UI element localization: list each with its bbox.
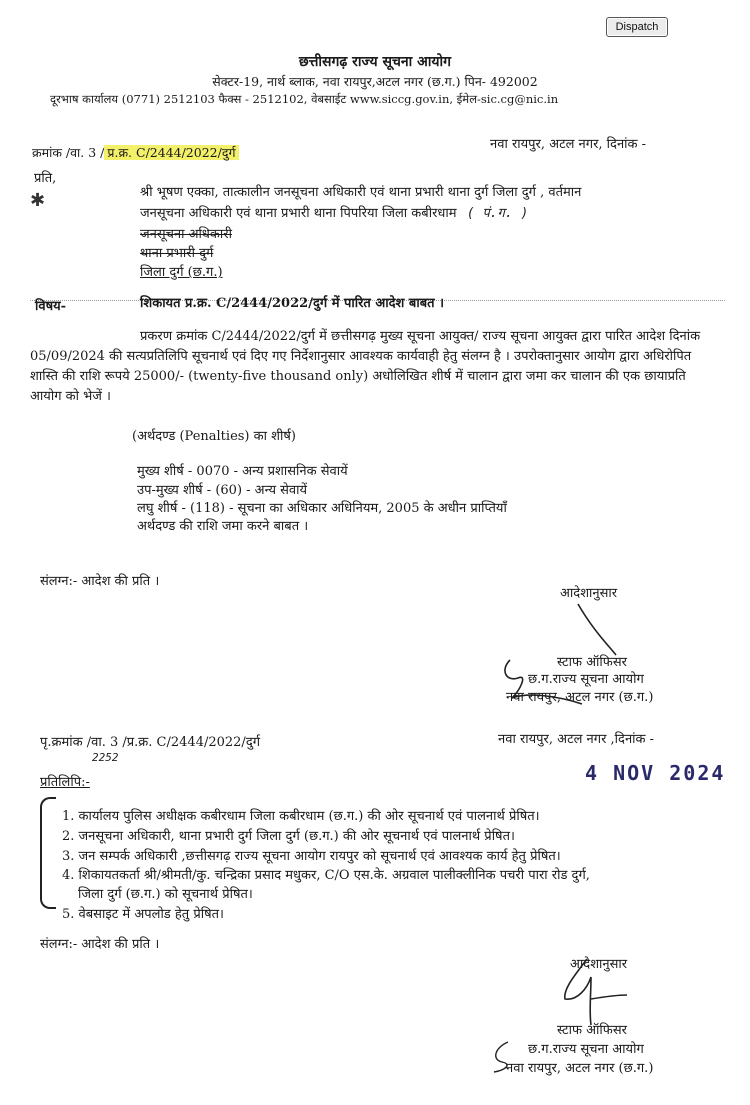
- subject-label: विषय-: [35, 299, 67, 314]
- copy-item-2: 2. जनसूचना अधिकारी, थाना प्रभारी दुर्ग जिला दुर्ग (छ.ग.) की ओर सूचनार्थ एवं पालनार्थ प्रेषित।: [62, 829, 515, 844]
- addressee-handwritten: ( पं.ग. ): [466, 206, 529, 221]
- punch-mark: ✱: [30, 190, 46, 211]
- addressee-line-2: [140, 203, 528, 221]
- signature-2-order: आदेशानुसार: [570, 957, 628, 972]
- date-stamp: 4 NOV 2024: [585, 761, 726, 785]
- reference-number: [32, 144, 239, 161]
- signature-1-place: नवा रायपुर, अटल नगर (छ.ग.): [506, 690, 654, 705]
- copy-reference: पृ.क्रमांक /वा. 3 /प्र.क्र. C/2444/2022/दुर्ग: [40, 735, 261, 750]
- penalty-head: (अर्थदण्ड (Penalties) का शीर्ष): [132, 429, 296, 444]
- copy-item-5: 5. वेबसाइट में अपलोड हेतु प्रेषित।: [62, 907, 224, 922]
- signature-1-order: आदेशानुसार: [560, 586, 618, 601]
- copy-item-3: 3. जन सम्पर्क अधिकारी ,छत्तीसगढ़ राज्य सूचना आयोग रायपुर को सूचनार्थ एवं आवश्यक कार्य हेतु प्रेषित।: [62, 849, 561, 864]
- case-number-highlight: प्र.क्र. C/2444/2022/दुर्ग: [104, 145, 238, 160]
- copy-to-label: प्रतिलिपि:-: [40, 775, 90, 790]
- signature-2-office: छ.ग.राज्य सूचना आयोग: [528, 1042, 644, 1057]
- copy-item-4: 4. शिकायतकर्ता श्री/श्रीमती/कु. चन्द्रिका प्रसाद मधुकर, C/O एस.के. अग्रवाल पालीक्लीनिक पचरी पारा रोड दुर्ग,: [62, 868, 590, 883]
- addressee-line-4: थाना प्रभारी दुर्ग: [140, 246, 214, 261]
- letterhead-contact: दूरभाष कार्यालय (0771) 2512103 फैक्स - 2512102, वेबसाईट www.siccg.gov.in, ईमेल-sic.cg@nic.in: [50, 92, 559, 106]
- enclosure-2: संलग्न:- आदेश की प्रति ।: [40, 937, 160, 952]
- letterhead-address: सेक्टर-19, नार्थ ब्लाक, नवा रायपुर,अटल नगर (छ.ग.) पिन- 492002: [212, 74, 538, 89]
- subject-text: शिकायत प्र.क्र. C/2444/2022/दुर्ग में पारित आदेश बाबत ।: [140, 296, 444, 311]
- addressee-line-1: श्री भूषण एक्का, तात्कालीन जनसूचना अधिकारी एवं थाना प्रभारी थाना दुर्ग जिला दुर्ग , वर्तमान: [140, 185, 582, 200]
- signature-2-designation: स्टाफ ऑफिसर: [557, 1023, 627, 1038]
- enclosure-1: संलग्न:- आदेश की प्रति ।: [40, 574, 160, 589]
- reference-prefix: क्रमांक /वा. 3 /: [32, 145, 105, 160]
- addressee-line-2-text: जनसूचना अधिकारी एवं थाना प्रभारी थाना पिपरिया जिला कबीरधाम: [140, 206, 457, 221]
- signature-2-place: नवा रायपुर, अटल नगर (छ.ग.): [506, 1061, 654, 1076]
- copy-list-bracket: [40, 797, 56, 909]
- copy-item-1: 1. कार्यालय पुलिस अधीक्षक कबीरधाम जिला कबीरधाम (छ.ग.) की ओर सूचनार्थ एवं पालनार्थ प्रेषित।: [62, 809, 540, 824]
- addressee-line-5: जिला दुर्ग (छ.ग.): [140, 265, 223, 280]
- major-head: मुख्य शीर्ष - 0070 - अन्य प्रशासनिक सेवायें: [137, 464, 348, 479]
- minor-head: लघु शीर्ष - (118) - सूचना का अधिकार अधिनियम, 2005 के अधीन प्राप्तियाँ: [137, 501, 507, 516]
- letterhead-title: छत्तीसगढ़ राज्य सूचना आयोग: [298, 54, 452, 70]
- signature-1-designation: स्टाफ ऑफिसर: [557, 655, 627, 670]
- signature-2-flourish: [488, 1040, 528, 1074]
- copy-place-date: नवा रायपुर, अटल नगर ,दिनांक -: [498, 732, 655, 747]
- sub-major-head: उप-मुख्य शीर्ष - (60) - अन्य सेवायें: [137, 483, 308, 498]
- deposit-note: अर्थदण्ड की राशि जमा करने बाबत ।: [137, 519, 309, 534]
- place-date: नवा रायपुर, अटल नगर, दिनांक -: [490, 137, 647, 152]
- to-label: प्रति,: [34, 171, 57, 186]
- copy-item-4-cont: जिला दुर्ग (छ.ग.) को सूचनार्थ प्रेषित।: [78, 887, 253, 902]
- signature-1-office: छ.ग.राज्य सूचना आयोग: [528, 672, 644, 687]
- body-paragraph: प्रकरण क्रमांक C/2444/2022/दुर्ग में छत्तीसगढ़ मुख्य सूचना आयुक्त/ राज्य सूचना आयुक्त द्वारा पारित आदेश दिनांक 05/09/2024 की सत्यप्रतिलिपि सूचनार्थ एवं दिए गए निर्देशानुसार आवश्यक कार्यवाही हेतु संलग्न है । उपरोक्तानुसार आयोग द्वारा अधिरोपित शास्ति की राशि रूपये 25000/- (twenty-five thousand only) अधोलिखित शीर्ष में चालान द्वारा जमा कर चालान की एक छायाप्रति आयोग को भेजें ।: [30, 329, 701, 404]
- addressee-line-3: जनसूचना अधिकारी: [140, 227, 232, 242]
- dispatch-button[interactable]: Dispatch: [606, 17, 668, 37]
- handwritten-dispatch-number: 2252: [92, 751, 119, 764]
